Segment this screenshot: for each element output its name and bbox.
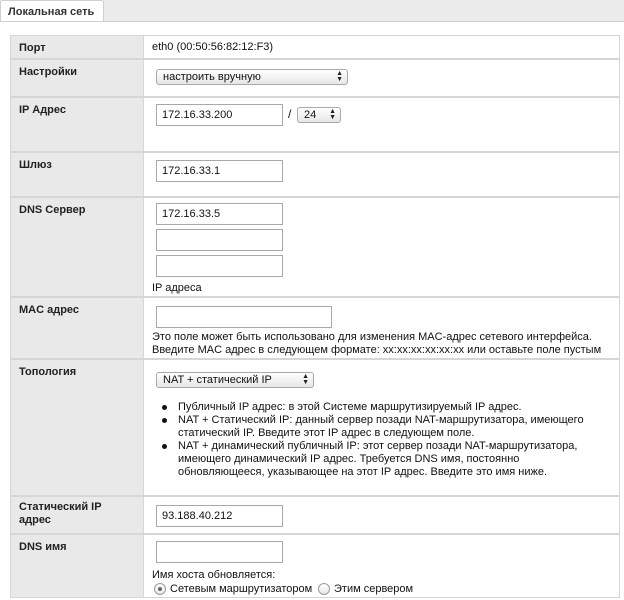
gateway-label: Шлюз bbox=[11, 153, 144, 196]
settings-select-value: настроить вручную bbox=[163, 71, 261, 83]
topology-label: Топология bbox=[11, 360, 144, 495]
select-arrows-icon: ▲ ▼ bbox=[329, 108, 336, 121]
dns-name-label: DNS имя bbox=[11, 535, 144, 597]
select-arrows-icon: ▲ ▼ bbox=[336, 70, 343, 83]
mac-address-input[interactable] bbox=[156, 306, 332, 328]
port-value: eth0 (00:50:56:82:12:F3) bbox=[152, 41, 274, 53]
row-static-ip bbox=[10, 496, 620, 534]
radio-network-router-label[interactable]: Сетевым маршрутизатором bbox=[170, 583, 313, 595]
ip-prefix-value: 24 bbox=[304, 109, 317, 121]
static-ip-input[interactable]: 93.188.40.212 bbox=[156, 505, 283, 527]
row-topology bbox=[10, 359, 620, 496]
radio-network-router[interactable] bbox=[154, 583, 166, 595]
dns-server-hint: IP адреса bbox=[152, 282, 202, 294]
dns-server-label: DNS Сервер bbox=[11, 198, 144, 296]
gateway-input[interactable]: 172.16.33.1 bbox=[156, 160, 283, 182]
settings-select[interactable] bbox=[156, 69, 348, 85]
port-label: Порт bbox=[11, 36, 144, 58]
static-ip-label: Статический IP адрес bbox=[11, 497, 144, 533]
row-ip-address bbox=[10, 97, 620, 152]
tab-local-network[interactable]: Локальная сеть bbox=[0, 0, 104, 22]
ip-prefix-select[interactable] bbox=[297, 107, 341, 123]
dns-name-input[interactable] bbox=[156, 541, 283, 563]
hostname-update-label: Имя хоста обновляется: bbox=[152, 569, 276, 581]
topology-description-list bbox=[156, 401, 586, 479]
settings-label: Настройки bbox=[11, 60, 144, 96]
dns-server-input-3[interactable] bbox=[156, 255, 283, 277]
row-gateway bbox=[10, 152, 620, 197]
row-port bbox=[10, 35, 620, 59]
list-item: NAT + динамический публичный IP: этот сервер позади NAT-маршрутизатора, имеющего динамический IP адрес. Требуется DNS имя, постоянно обновляющееся, указывающее на этот IP адрес. Введите это имя ниже. bbox=[156, 440, 586, 479]
list-item: NAT + Статический IP: данный сервер позади NAT-маршрутизатора, имеющего статический IP. Введите этот IP адрес в следующем поле. bbox=[156, 414, 586, 440]
mac-address-hint-1: Это поле может быть использовано для изменения MAC-адрес сетевого интерфейса. bbox=[152, 331, 592, 343]
select-arrows-icon: ▲ ▼ bbox=[302, 373, 309, 386]
topology-select-value: NAT + статический IP bbox=[163, 374, 272, 386]
mac-address-hint-2: Введите MAC адрес в следующем формате: xx:xx:xx:xx:xx:xx или оставьте поле пустым bbox=[152, 344, 602, 356]
radio-this-server[interactable] bbox=[318, 583, 330, 595]
ip-address-label: IP Адрес bbox=[11, 98, 144, 151]
mac-address-label: MAC адрес bbox=[11, 298, 144, 358]
row-dns-server bbox=[10, 197, 620, 297]
radio-this-server-label[interactable]: Этим сервером bbox=[334, 583, 414, 595]
settings-panel bbox=[0, 21, 624, 600]
dns-server-input-2[interactable] bbox=[156, 229, 283, 251]
list-item: Публичный IP адрес: в этой Системе маршрутизируемый IP адрес. bbox=[156, 401, 586, 414]
row-dns-name bbox=[10, 534, 620, 598]
row-settings bbox=[10, 59, 620, 97]
dns-server-input-1[interactable]: 172.16.33.5 bbox=[156, 203, 283, 225]
ip-address-input[interactable]: 172.16.33.200 bbox=[156, 104, 283, 126]
topology-select[interactable] bbox=[156, 372, 314, 388]
row-mac-address bbox=[10, 297, 620, 359]
ip-prefix-separator: / bbox=[288, 107, 292, 121]
